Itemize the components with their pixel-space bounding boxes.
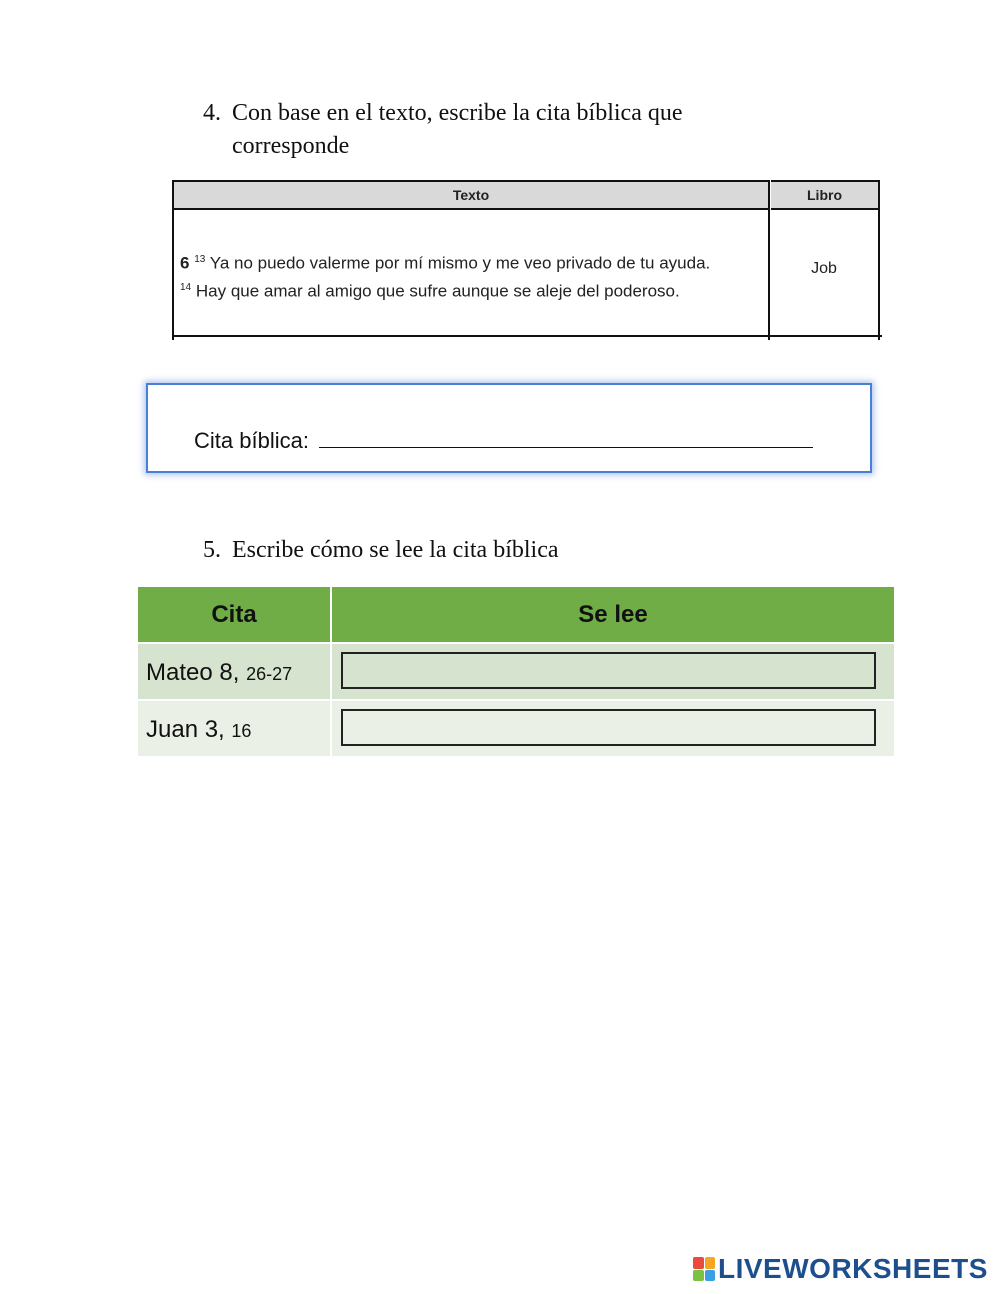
verse-text: Ya no puedo valerme por mí mismo y me veo privado de tu ayuda. xyxy=(209,253,711,273)
question-text-line-2: corresponde xyxy=(232,133,350,159)
logo-square xyxy=(693,1257,704,1269)
cita-verses: 26-27 xyxy=(246,664,293,684)
header-cita: Cita xyxy=(211,601,257,628)
question-text-line-1: Con base en el texto, escribe la cita bíblica que xyxy=(232,100,683,126)
book-name: Job xyxy=(811,260,837,277)
cita-book: Juan 3, xyxy=(146,716,225,743)
cita-biblica-box xyxy=(146,383,872,473)
table-row xyxy=(138,644,894,699)
verse-text: Hay que amar al amigo que sufre aunque se aleje del poderoso. xyxy=(195,281,680,301)
table-row xyxy=(138,701,894,756)
verse-number: 14 xyxy=(180,281,192,293)
question-text: Escribe cómo se lee la cita bíblica xyxy=(232,537,559,563)
scripture-table xyxy=(172,180,882,340)
question-number: 5. xyxy=(203,537,221,563)
logo-wordmark: LIVEWORKSHEETS xyxy=(718,1253,988,1284)
header-se-lee: Se lee xyxy=(578,601,648,628)
logo-square xyxy=(705,1270,716,1282)
cita-biblica-label: Cita bíblica: xyxy=(194,428,309,453)
column-divider xyxy=(330,701,332,756)
header-texto: Texto xyxy=(172,180,769,210)
cita-biblica-answer-blank[interactable] xyxy=(319,425,813,448)
scripture-text xyxy=(180,248,765,303)
question-5-heading xyxy=(203,534,823,570)
table-border-left xyxy=(172,180,174,340)
logo-square xyxy=(705,1257,716,1269)
logo-square xyxy=(693,1270,704,1282)
question-4-heading xyxy=(203,97,823,167)
cita-cell xyxy=(146,644,292,699)
verse-number: 13 xyxy=(194,254,206,265)
se-lee-input[interactable] xyxy=(341,652,876,689)
se-lee-input[interactable] xyxy=(341,709,876,746)
cita-verses: 16 xyxy=(231,721,252,741)
cita-book: Mateo 8, xyxy=(146,659,240,686)
verse-13 xyxy=(180,248,765,276)
cita-biblica-row xyxy=(194,425,813,454)
question-number: 4. xyxy=(203,100,221,126)
reading-table-header xyxy=(138,587,894,642)
liveworksheets-logo xyxy=(693,1253,988,1285)
question-text xyxy=(232,97,812,163)
reading-table xyxy=(138,587,894,757)
table-border-right xyxy=(878,180,880,340)
table-border-bottom xyxy=(172,335,882,337)
logo-mark-icon xyxy=(693,1257,715,1281)
column-divider xyxy=(330,644,332,699)
chapter-number: 6 xyxy=(180,253,190,273)
cita-cell xyxy=(146,701,251,756)
header-libro: Libro xyxy=(771,180,878,210)
verse-14 xyxy=(180,276,765,304)
